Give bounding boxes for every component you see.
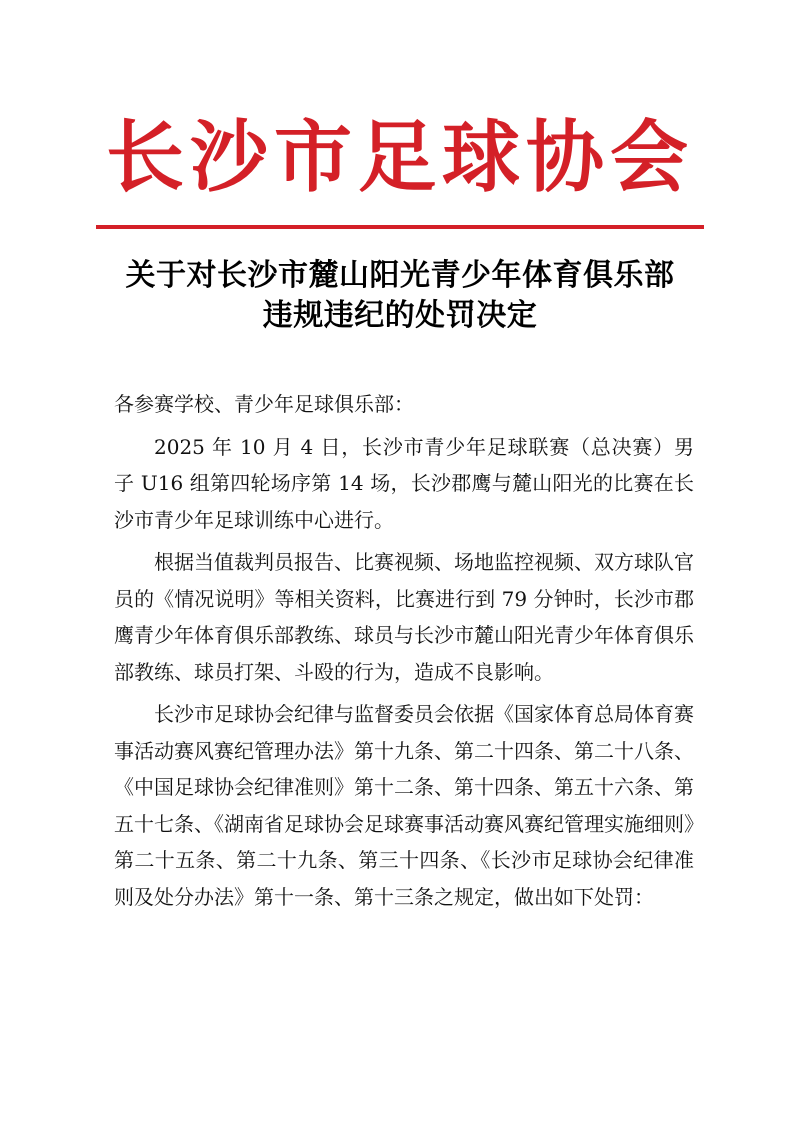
body-paragraph-1: 2025 年 10 月 4 日，长沙市青少年足球联赛（总决赛）男子 U16 组第四轮场序第 14 场，长沙郡鹰与麓山阳光的比赛在长沙市青少年足球训练中心进行。	[114, 434, 694, 532]
title-line-2: 违规违纪的处罚决定	[262, 298, 538, 333]
title-line-1: 关于对长沙市麓山阳光青少年体育俱乐部	[125, 258, 675, 293]
document-body	[114, 386, 694, 921]
body-paragraph-2: 根据当值裁判员报告、比赛视频、场地监控视频、双方球队官员的《情况说明》等相关资料，比赛进行到 79 分钟时，长沙市郡鹰青少年体育俱乐部教练、球员与长沙市麓山阳光青少年体育俱乐部教练、球员打架、斗殴的行为，造成不良影响。	[114, 550, 694, 684]
organization-header: 长沙市足球协会	[105, 112, 694, 203]
body-paragraph-3: 长沙市足球协会纪律与监督委员会依据《国家体育总局体育赛事活动赛风赛纪管理办法》第十九条、第二十四条、第二十八条、《中国足球协会纪律准则》第十二条、第十四条、第五十六条、第五十七条、《湖南省足球协会足球赛事活动赛风赛纪管理实施细则》第二十五条、第二十九条、第三十四条、《长沙市足球协会纪律准则及处分办法》第十一条、第十三条之规定，做出如下处罚：	[114, 702, 694, 909]
header-divider	[96, 225, 704, 229]
salutation: 各参赛学校、青少年足球俱乐部：	[114, 392, 414, 416]
document-title	[0, 256, 800, 336]
